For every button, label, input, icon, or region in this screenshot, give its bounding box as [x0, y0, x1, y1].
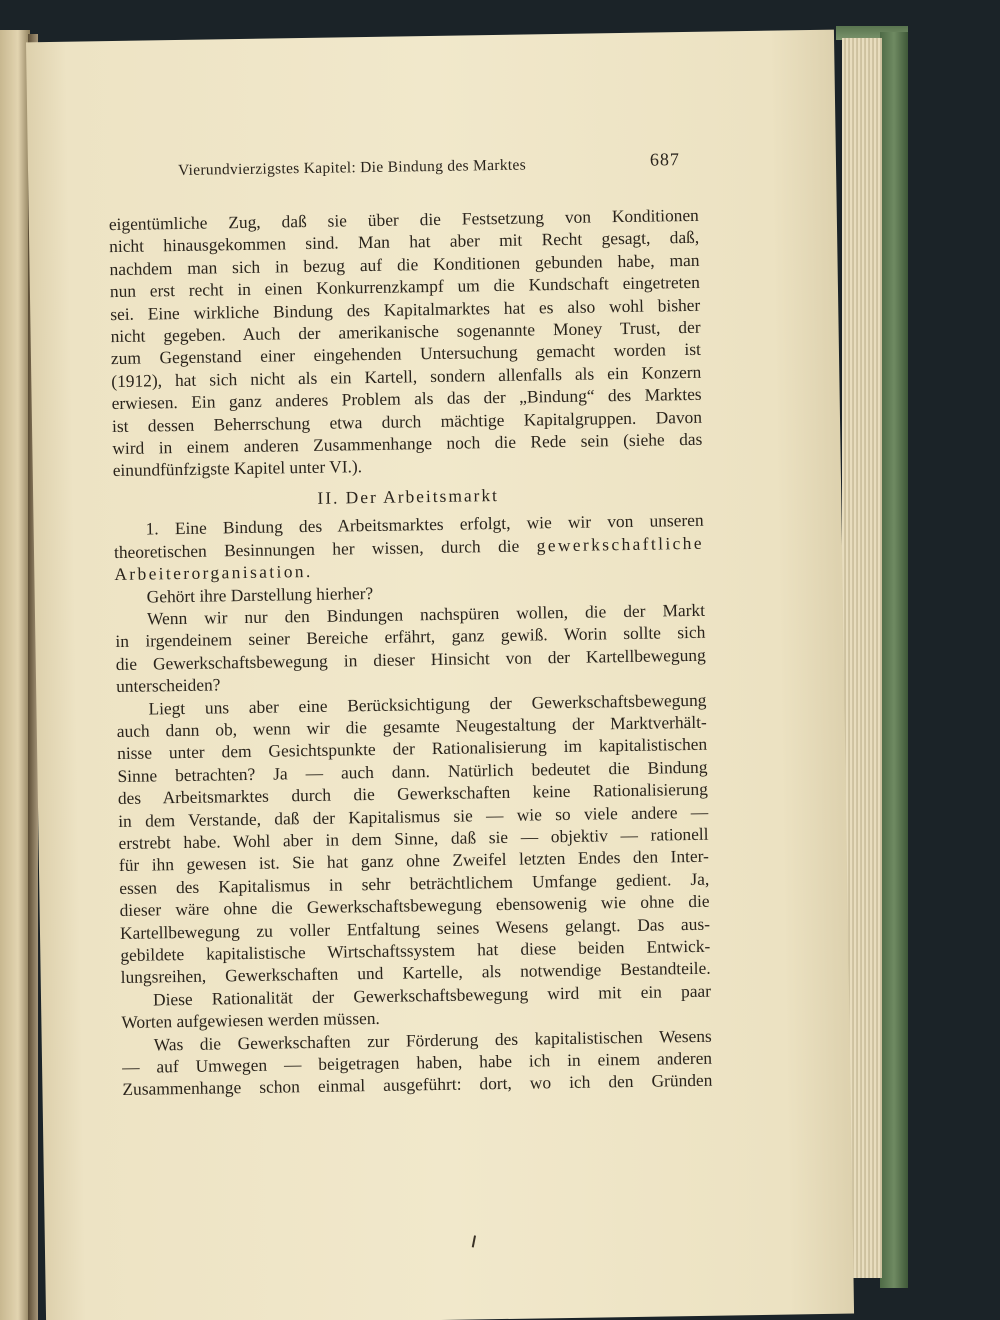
left-page-edge	[0, 30, 30, 1320]
page-text	[108, 144, 713, 1101]
paragraph	[113, 509, 704, 585]
text-line: Kartellbewegung zu voller Entfaltung seines Wesens gelangt. Das aus-	[119, 913, 711, 943]
page-number: 687	[649, 149, 681, 170]
text-line: für ihn gewesen ist. Sie hat ganz ohne Zweifel letzten Endes den Inter-	[118, 846, 710, 876]
spaced-emphasis: gewerkschaftliche	[536, 532, 705, 556]
green-cloth-cover	[880, 32, 908, 1288]
text-line: erstrebt habe. Wohl aber in dem Sinne, daß sie — objektiv — rationell	[118, 823, 709, 853]
text-span: theoretischen Besinnungen her wissen, durch die	[113, 535, 520, 562]
text-line: erwiesen. Ein ganz anderes Problem als das der „Bindung“ des Marktes	[111, 384, 702, 414]
paragraph	[122, 1024, 713, 1100]
text-line: dieser wäre ohne die Gewerkschaftsbewegung ebensowenig wie ohne die	[119, 890, 710, 921]
text-line: nicht hinausgekommen sind. Man hat aber mit Recht gesagt, daß,	[109, 227, 700, 257]
text-line: nun erst recht in einen Konkurrenzkampf um die Kundschaft eingetreten	[109, 272, 701, 302]
text-line: (1912), hat sich nicht als ein Kartell, sondern allenfalls als ein Konzern	[111, 361, 702, 391]
text-line: sei. Eine wirkliche Bindung des Kapitalmarktes hat es also wohl bisher	[110, 294, 701, 324]
text-line: Liegt uns aber eine Berücksichtigung der Gewerkschaftsbewegung	[148, 689, 707, 719]
text-line: — auf Umwegen — beigetragen haben, habe ich in einem anderen	[121, 1047, 713, 1078]
text-line: 1. Eine Bindung des Arbeitsmarktes erfolgt, wie wir von unseren	[145, 510, 704, 539]
pencil-mark	[472, 1235, 476, 1247]
text-line: nisse unter dem Gesichtspunkte der Rationalisierung im kapitalistischen	[117, 734, 708, 764]
running-head-title: Vierundvierzigstes Kapitel: Die Bindung des Marktes	[177, 156, 527, 179]
text-line: wird in einem anderen Zusammenhange noch die Rede sein (siehe das	[112, 428, 703, 459]
text-line: die Gewerkschaftsbewegung in dieser Hinsicht von der Kartellbewegung	[115, 644, 706, 674]
running-head	[108, 144, 698, 183]
text-line: zum Gegenstand einer eingehenden Untersuchung gemacht worden ist	[110, 339, 702, 369]
text-line: eigentümliche Zug, daß sie über die Festsetzung von Konditionen	[108, 204, 699, 235]
text-line: Zusammenhange schon einmal ausgeführt: dort, wo ich den Gründen	[122, 1070, 713, 1100]
text-line: nicht gegeben. Auch der amerikanische sogenannte Money Trust, der	[110, 316, 701, 347]
paragraph-carryover	[109, 204, 703, 482]
text-line: lungsreihen, Gewerkschaften und Kartelle, als notwendige Bestandteile.	[120, 958, 711, 988]
text-line: ist dessen Beherrschung etwa durch mächtige Kapitalgruppen. Davon	[111, 406, 703, 436]
text-line: Sinne betrachten? Ja — auch dann. Natürlich bedeutet die Bindung	[117, 756, 708, 786]
text-line: Worten aufgewiesen werden müssen.	[121, 1008, 380, 1033]
text-line: Wenn wir nur den Bindungen nachspüren wollen, die der Markt	[146, 599, 706, 629]
text-line: Was die Gewerkschaften zur Förderung des kapitalistischen Wesens	[153, 1025, 712, 1055]
text-line: essen des Kapitalismus in sehr beträchtlichem Umfange gedient. Ja,	[119, 868, 710, 898]
text-line: Diese Rationalität der Gewerkschaftsbewegung wird mit ein paar	[152, 980, 712, 1010]
spaced-emphasis: Arbeiterorganisation.	[114, 561, 313, 585]
text-line: unterscheiden?	[115, 674, 221, 697]
text-line: in irgendeinem seiner Bereiche erfährt, ganz gewiß. Worin sollte sich	[115, 622, 706, 652]
paragraph	[115, 599, 706, 698]
paragraph	[116, 688, 711, 989]
text-line: des Arbeitsmarktes durch die Gewerkschaften keine Rationalisierung	[117, 778, 708, 809]
paragraph: Gehört ihre Darstellung hierher?	[146, 582, 374, 607]
text-line: nachdem man sich in bezug auf die Konditionen gebunden habe, man	[109, 249, 700, 279]
text-line: auch dann ob, wenn wir die gesamte Neugestaltung der Marktverhält-	[116, 711, 707, 741]
page	[26, 30, 854, 1320]
text-line: in dem Verstande, daß der Kapitalismus sie — wie so viele andere —	[118, 801, 709, 831]
section-heading: II. Der Arbeitsmarkt	[317, 484, 500, 508]
text-line: einundfünfzigste Kapitel unter VI.).	[112, 456, 363, 481]
text-line: gebildete kapitalistische Wirtschaftssystem hat diese beiden Entwick-	[120, 935, 711, 965]
